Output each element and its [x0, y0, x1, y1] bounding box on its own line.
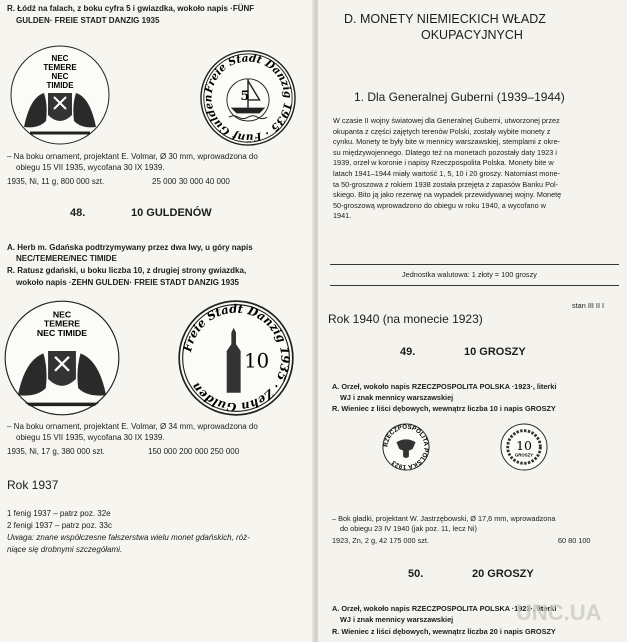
catalog-number-49: 49.: [400, 346, 416, 358]
coin47-mintage-row: 1935, Ni, 11 g, 800 000 szt.: [7, 177, 105, 186]
coin48-obverse-desc-line1: A. Herb m. Gdańska podtrzymywany przez dwa lwy, u góry napis: [7, 243, 253, 252]
coin47-note-line1: – Na boku ornament, projektant E. Volmar, Ø 30 mm, wprowadzona do: [7, 152, 258, 161]
coin49-denomination: 10: [516, 437, 532, 453]
coin49-obverse-desc-line1: A. Orzeł, wokoło napis RZECZPOSPOLITA POLSKA ·1923·, literki: [332, 382, 557, 391]
coin49-note-line2: do obiegu 23 IV 1940 (jak poz. 11, lecz Ni): [340, 524, 477, 533]
currency-unit-text: Jednostka walutowa: 1 złoty = 100 groszy: [402, 270, 537, 279]
svg-text:5: 5: [240, 87, 250, 104]
coin48-motto-2: TEMERE: [43, 318, 81, 329]
coin48-reverse-desc-line1: R. Ratusz gdański, u boku liczba 10, z drugiej strony gwiazdka,: [7, 266, 247, 275]
intro-paragraph-line: W czasie II wojny światowej dla Generalnej Guberni, utworzonej przez: [333, 116, 560, 125]
coin49-obverse-desc-line2: WJ i znak mennicy warszawskiej: [340, 393, 454, 402]
coin48-denomination: 10: [244, 349, 270, 373]
intro-paragraph-line: cynku. Monety te były bite w mennicy warszawskiej, stemplami z okre-: [333, 137, 561, 147]
coin48-note-line2: obiegu 15 VII 1935, wycofana 30 IX 1939.: [16, 433, 165, 442]
coin48-motto-1: NEC: [52, 309, 72, 320]
intro-paragraph-line: ta 50-groszowa z rokiem 1938 została przejęta z zapasów Banku Pol-: [333, 179, 559, 189]
intro-paragraph-line: su międzywojennego. Dlatego też na monetach pozostały daty 1923 i: [333, 147, 557, 157]
condition-header: stan III II I: [572, 301, 605, 310]
coin49-note-line1: – Bok gładki, projektant W. Jastrzębowski, Ø 17,6 mm, wprowadzona: [332, 514, 556, 523]
coin50-obverse-desc-line2: WJ i znak mennicy warszawskiej: [340, 615, 454, 624]
coin49-mintage-row: 1923, Zn, 2 g, 42 175 000 szt.: [332, 536, 429, 545]
coin48-obverse-desc-line2: NEC/TEMERE/NEC TIMIDE: [16, 254, 117, 263]
coin47-motto-3: NEC: [51, 72, 69, 81]
coin48-note-line1: – Na boku ornament, projektant E. Volmar, Ø 34 mm, wprowadzona do: [7, 422, 258, 431]
coin50-reverse-desc-line1: R. Wieniec z liści dębowych, wewnątrz liczba 20 i napis GROSZY: [332, 627, 556, 636]
coin47-note-line2: obiegu 15 VII 1935, wycofana 30 IX 1939.: [16, 163, 165, 172]
ref-item-1-fenig: 1 fenig 1937 – patrz poz. 32e: [7, 509, 111, 518]
coin49-reverse-image: [500, 423, 548, 471]
coin47-reverse-image: [200, 50, 296, 146]
coin49-values-row: 60 80 100: [558, 536, 591, 545]
coin47-motto-2: TEMERE: [43, 63, 77, 72]
intro-paragraph-line: skiego. Bito ją jako rezerwę na wypadek przewidywanej wojny. Monetę: [333, 190, 562, 200]
intro-paragraph-line: 1941.: [333, 211, 352, 221]
note-uwaga-line2: niące się drobnymi szczegółami.: [7, 545, 123, 554]
coin48-mintage-row: 1935, Ni, 17 g, 380 000 szt.: [7, 447, 105, 456]
currency-unit-box: [330, 264, 619, 286]
catalog-number-48: 48.: [70, 207, 86, 219]
intro-paragraph-line: latach 1941–1944 miały wartość 1, 5, 10 i 20 groszy. Natomiast mone-: [333, 169, 560, 178]
ref-item-2-fenigi: 2 fenigi 1937 – patrz poz. 33c: [7, 521, 112, 530]
coin47-motto-4: TIMIDE: [46, 81, 74, 90]
coin47-obverse-image: [10, 45, 110, 145]
coin47-reverse-desc-line2: GULDEN· FREIE STADT DANZIG 1935: [16, 16, 160, 25]
coin48-values-row: 150 000 200 000 250 000: [148, 447, 240, 456]
coin48-reverse-desc-line2: wokoło napis ·ZEHN GULDEN· FREIE STADT DANZIG 1935: [16, 278, 239, 287]
catalog-title-50: 20 GROSZY: [472, 568, 534, 580]
catalog-title-49: 10 GROSZY: [464, 346, 526, 358]
coin47-motto-1: NEC: [51, 54, 69, 63]
coin48-reverse-legend: Freie Stadt Danzig 1935 · Zehn Gulden: [180, 301, 293, 415]
coin48-obverse-image: [4, 300, 120, 416]
coin49-unit: GROSZY: [514, 452, 534, 458]
coin48-reverse-image: [178, 300, 294, 416]
section-title-line2: OKUPACYJNYCH: [421, 28, 523, 42]
coin49-obverse-legend: RZECZPOSPOLITA POLSKA 1923: [382, 423, 430, 471]
intro-paragraph-line: 1939, orzeł w koronie i napisy Rzeczpospolita Polska. Monety bite w: [333, 158, 554, 168]
coin47-reverse-legend: Freie Stadt Danzig 1935 · Fünf Gulden: [202, 52, 294, 144]
coin47-reverse-desc-line1: R. Łódź na falach, z boku cyfra 5 i gwiazdka, wokoło napis ·FÜNF: [7, 4, 255, 13]
coin48-motto-3: NEC TIMIDE: [36, 327, 88, 338]
subsection-title: 1. Dla Generalnej Guberni (1939–1944): [354, 90, 565, 104]
coin49-reverse-desc-line1: R. Wieniec z liści dębowych, wewnątrz liczba 10 i napis GROSZY: [332, 404, 556, 413]
section-title-line1: D. MONETY NIEMIECKICH WŁADZ: [344, 12, 546, 26]
catalog-title-48: 10 GULDENÓW: [131, 207, 212, 219]
coin49-obverse-image: [382, 423, 430, 471]
right-page: [318, 0, 627, 642]
watermark-text: UNC.UA: [516, 600, 602, 625]
catalog-number-50: 50.: [408, 568, 424, 580]
coin50-obverse-desc-line1: A. Orzeł, wokoło napis RZECZPOSPOLITA POLSKA ·1923·, literki: [332, 604, 557, 613]
note-uwaga-line1: Uwaga: znane współczesne fałszerstwa wielu monet gdańskich, róż-: [7, 533, 250, 542]
intro-paragraph-line: 50-groszową wprowadzono do obiegu w roku 1940, a wycofano w: [333, 200, 546, 210]
year-heading-1940: Rok 1940 (na monecie 1923): [328, 312, 483, 326]
year-heading-1937: Rok 1937: [7, 478, 59, 492]
coin47-values-row: 25 000 30 000 40 000: [152, 177, 230, 186]
intro-paragraph-line: okupanta z części zajętych terenów Polski, zostały wybite monety z: [333, 126, 551, 136]
